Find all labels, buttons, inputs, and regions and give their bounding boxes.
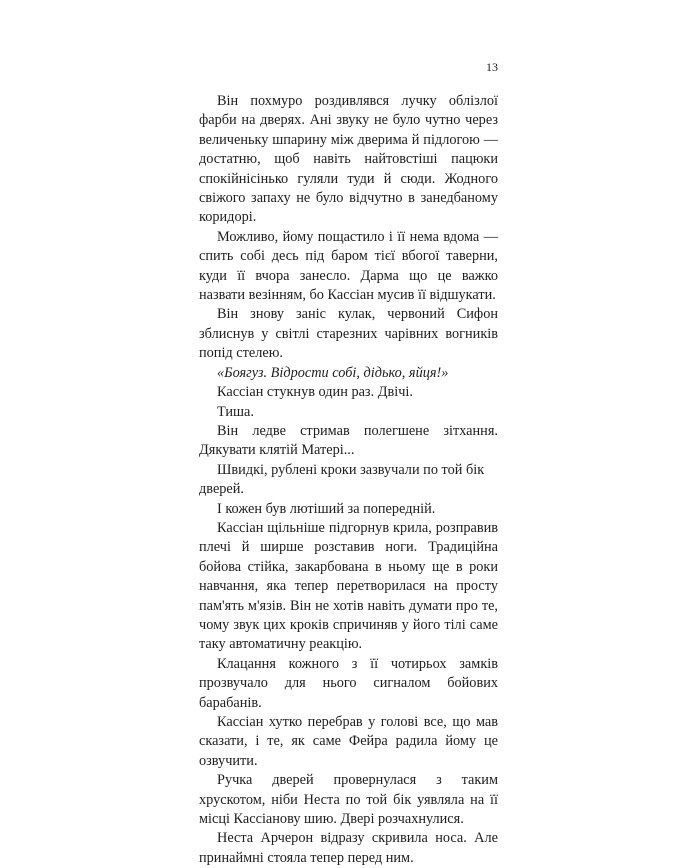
- body-text: [199, 92, 498, 868]
- paragraph-9: І кожен був лютіший за попередній.: [217, 500, 436, 517]
- paragraph-2: Можливо, йому пощастило і її нема вдома — спить собі десь під баром тієї вбогої таверни, куди її вчора занесло. Дарма що це важко назвати везінням, бо Кассіан мусив її відшукати.: [199, 228, 498, 304]
- paragraph-7: Він ледве стримав полегшене зітхання. Дякувати клятій Матері...: [199, 422, 498, 459]
- paragraph-10: Кассіан щільніше підгорнув крила, розправив плечі й ширше розставив ноги. Традиційна бойова стійка, закарбована в ньому ще в роки навчання, яка тепер перетворилася на просту пам'ять м'язів. Він не хотів навіть думати про те, чому звук цих кроків спричиняв у його тілі саме таку автоматичну реакцію.: [199, 519, 498, 653]
- paragraph-3: Він знову заніс кулак, червоний Сифон зблиснув у світлі старезних чарівних вогників попід стелею.: [199, 306, 498, 362]
- page-number: 13: [486, 60, 498, 74]
- paragraph-4-thought: «Боягуз. Відрости собі, дідько, яйця!»: [217, 364, 449, 381]
- paragraph-11: Клацання кожного з її чотирьох замків прозвучало для нього сигналом бойових барабанів.: [199, 655, 498, 711]
- paragraph-12: Кассіан хутко перебрав у голові все, що мав сказати, і те, як саме Фейра радила йому це озвучити.: [199, 714, 498, 769]
- paragraph-13: Ручка дверей провернулася з таким хрускотом, ніби Неста по той бік уявляла на її місці Кассіанову шию. Двері розчахнулися.: [199, 772, 498, 828]
- paragraph-8: Швидкі, рублені кроки зазвучали по той бік дверей.: [199, 461, 485, 498]
- paragraph-14: Неста Арчерон відразу скривила носа. Але принаймні стояла тепер перед ним.: [199, 830, 498, 866]
- paragraph-6: Тиша.: [217, 403, 254, 420]
- paragraph-1: Він похмуро роздивлявся лучку облізлої фарби на дверях. Ані звуку не було чутно через величеньку шпарину між дверима й підлогою — достатню, щоб навіть найтовстіші пацюки спокійнісінько гуляли туди й сюди. Жодного свіжого запаху не було відчутно в занедбаному коридорі.: [199, 93, 498, 226]
- paragraph-5: Кассіан стукнув один раз. Двічі.: [217, 384, 413, 401]
